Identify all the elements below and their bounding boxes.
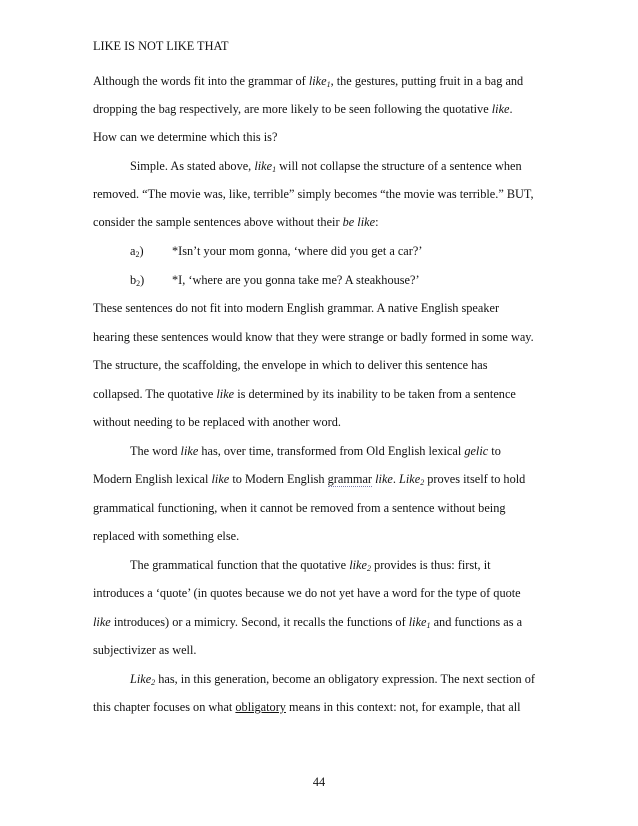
paragraph-line: this chapter focuses on what obligatory means in this context: not, for example, that all (93, 700, 521, 714)
paragraph-line: The word like has, over time, transformed from Old English lexical gelic to (130, 444, 501, 458)
paragraph-line: The structure, the scaffolding, the envelope in which to deliver this sentence has (93, 358, 488, 372)
paragraph-line: Simple. As stated above, like$_1$ will not collapse the structure of a sentence when (130, 159, 522, 174)
paragraph-line: Although the words fit into the grammar of like$_1$, the gestures, putting fruit in a bag and (93, 74, 524, 89)
paragraph-line: introduces a ‘quote’ (in quotes because we do not yet have a word for the type of quote (93, 586, 521, 600)
paragraph-line: These sentences do not fit into modern English grammar. A native English speaker (93, 301, 500, 315)
paragraph-line: Modern English lexical like to Modern English grammar like. Like$_2$ proves itself to hold (93, 472, 526, 487)
example-label: $b_2$) (130, 273, 145, 288)
paragraph-line: removed. “The movie was, like, terrible” simply becomes “the movie was terrible.” BUT, (93, 187, 534, 201)
paragraph-line: consider the sample sentences above without their be like: (93, 215, 379, 229)
underlined-word: obligatory (235, 700, 286, 714)
example-sentence: *Isn’t your mom gonna, ‘where did you get a car?’ (172, 244, 423, 258)
grammar-check-underline: grammar (327, 472, 373, 486)
example-sentence: *I, ‘where are you gonna take me? A steakhouse?’ (172, 273, 420, 287)
paragraph-line: How can we determine which this is? (93, 130, 278, 144)
paragraph-line: without needing to be replaced with another word. (93, 415, 341, 429)
paragraph-line: dropping the bag respectively, are more likely to be seen following the quotative like. (93, 102, 513, 116)
running-header: LIKE IS NOT LIKE THAT (93, 39, 229, 53)
page-number: 44 (312, 775, 326, 789)
paragraph-line: The grammatical function that the quotative like$_2$ provides is thus: first, it (130, 558, 491, 573)
paragraph-line: replaced with something else. (93, 529, 240, 543)
paragraph-line: Like$_2$ has, in this generation, become an obligatory expression. The next section of (130, 672, 536, 687)
paragraph-line: grammatical functioning, when it cannot be removed from a sentence without being (93, 501, 506, 515)
example-label: $a_2$) (130, 244, 144, 259)
paragraph-line: collapsed. The quotative like is determined by its inability to be taken from a sentence (93, 387, 516, 401)
paragraph-line: hearing these sentences would know that they were strange or badly formed in some way. (93, 330, 534, 344)
paragraph-line: subjectivizer as well. (93, 643, 197, 657)
paragraph-line: like introduces) or a mimicry. Second, it recalls the functions of like$_1$ and functions as a (93, 615, 523, 630)
